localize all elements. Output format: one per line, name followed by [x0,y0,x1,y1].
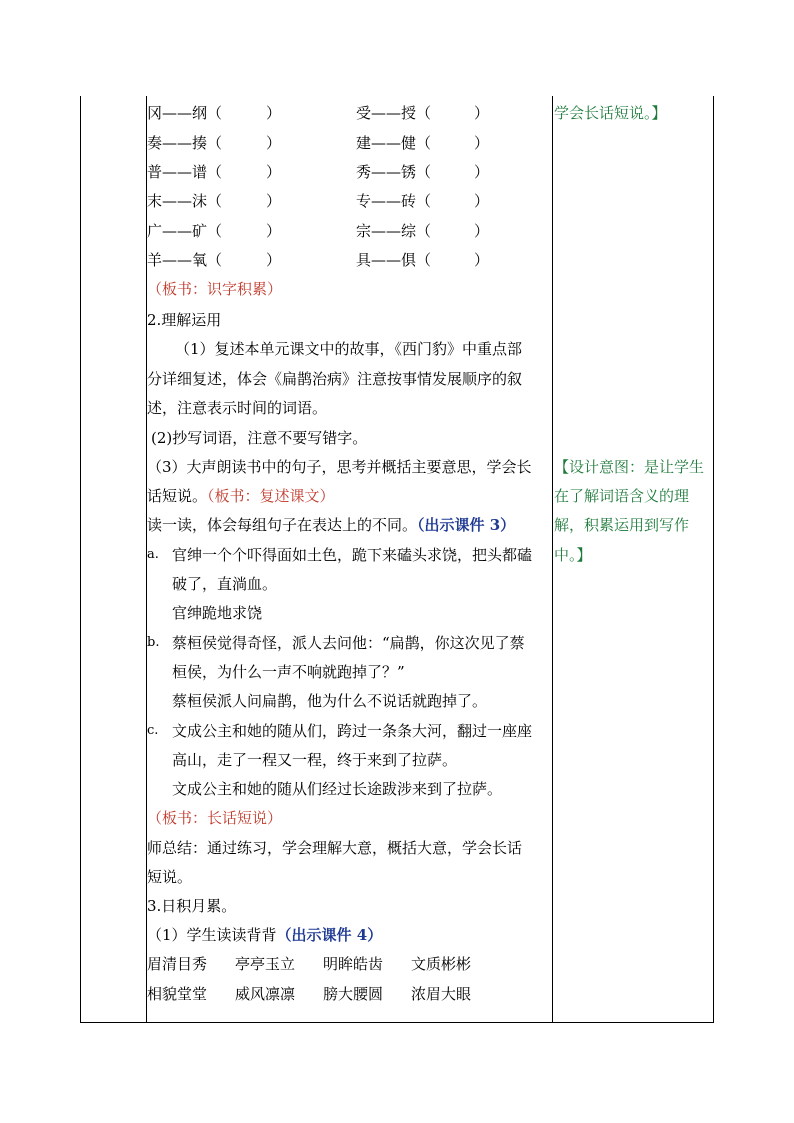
para-1-line-3: 述，注意表示时间的词语。 [147,399,328,417]
pair-right-1: 受——授（ [356,104,432,122]
item-c-line-1: 文成公主和她的随从们，跨过一条条大河，翻过一座座 [172,722,533,740]
idiom: 亭亭玉立 [235,955,296,973]
item-b-line-3: 蔡桓侯派人问扁鹊，他为什么不说话就跑掉了。 [172,692,488,710]
section-3-title: 3.日积月累。 [147,897,237,915]
idiom: 膀大腰圆 [323,985,384,1003]
design-intent-line-2: 在了解词语含义的理 [554,487,690,505]
para-4 [147,515,515,535]
pair-right-2: 建——健（ [356,134,432,152]
board-note-literacy: （板书：识字积累） [147,280,283,298]
pair-right-5-close: ） [474,222,490,240]
pair-right-4-close: ） [474,192,490,210]
item-c-line-2: 高山，走了一程又一程，终于来到了拉萨。 [172,751,458,769]
courseware-3: （出示课件 3） [417,516,516,534]
para-1-line-2: 分详细复述，体会《扁鹊治病》注意按事情发展顺序的叙 [147,370,523,388]
design-intent-line-4: 中。】 [554,546,592,564]
pair-right-3: 秀——锈（ [356,163,432,181]
idiom: 威风凛凛 [235,985,296,1003]
table-divider-2 [552,96,553,1023]
item-a-line-3: 官绅跪地求饶 [172,604,263,622]
section-2-title: 2.理解运用 [147,311,222,329]
para-1-line-1: （1）复述本单元课文中的故事，《西门豹》中重点部 [175,340,523,358]
idiom: 明眸皓齿 [323,955,384,973]
item-a-line-2: 破了，直淌血。 [172,575,278,593]
item-a-mark: a. [147,547,159,562]
pair-left-4: 末——沫（ [147,192,223,210]
pair-left-3: 普——谱（ [147,163,223,181]
item-a-line-1: 官绅一个个吓得面如土色，跪下来磕头求饶，把头都磕 [172,546,533,564]
recite-line [147,925,382,945]
item-b-line-1: 蔡桓侯觉得奇怪，派人去问他：“扁鹊，你这次见了蔡 [172,634,525,652]
para-2: (2)抄写词语，注意不要写错字。 [151,429,368,447]
table-border-right [713,96,714,1023]
item-b-line-2: 桓侯，为什么一声不响就跑掉了？” [172,663,405,681]
table-border-bottom [80,1022,714,1023]
pair-left-6-close: ） [266,251,282,269]
idiom: 文质彬彬 [411,955,472,973]
pair-right-2-close: ） [474,134,490,152]
board-note-summarize: （板书：长话短说） [147,809,283,827]
pair-left-5: 广——矿（ [147,222,223,240]
summary-line-1: 师总结：通过练习，学会理解大意，概括大意，学会长话 [147,839,523,857]
design-intent-line-3: 解，积累运用到写作 [554,516,690,534]
side-note-goal: 学会长话短说。】 [554,104,667,122]
pair-left-1-close: ） [266,104,282,122]
idiom: 眉清目秀 [147,955,208,973]
board-note-retell: （板书：复述课文） [207,487,335,505]
idiom: 浓眉大眼 [411,985,472,1003]
pair-left-5-close: ） [266,222,282,240]
pair-left-6: 羊——氧（ [147,251,223,269]
pair-right-3-close: ） [474,163,490,181]
item-b-mark: b. [147,635,160,650]
pair-right-4: 专——砖（ [356,192,432,210]
courseware-4: （出示课件 4） [276,926,383,944]
item-c-mark: c. [147,723,159,738]
para-3-line-1: （3）大声朗读书中的句子，思考并概括主要意思，学会长 [147,458,532,476]
design-intent-line-1: 【设计意图：是让学生 [554,458,705,476]
para-4-text: 读一读，体会每组句子在表达上的不同。 [147,516,418,534]
recite-text: （1）学生读读背背 [147,926,277,944]
pair-left-1: 冈——纲（ [147,104,223,122]
pair-left-2: 奏——揍（ [147,134,223,152]
pair-left-4-close: ） [266,192,282,210]
item-c-line-3: 文成公主和她的随从们经过长途跋涉来到了拉萨。 [172,780,503,798]
pair-left-3-close: ） [266,163,282,181]
pair-right-6: 具——俱（ [356,251,432,269]
para-3-text: 话短说。 [147,487,208,505]
pair-left-2-close: ） [266,134,282,152]
pair-right-1-close: ） [474,104,490,122]
summary-line-2: 短说。 [147,868,193,886]
table-border-left [80,96,81,1023]
para-3-line-2 [147,486,335,506]
pair-right-5: 宗——综（ [356,222,432,240]
idiom: 相貌堂堂 [147,985,208,1003]
pair-right-6-close: ） [474,251,490,269]
